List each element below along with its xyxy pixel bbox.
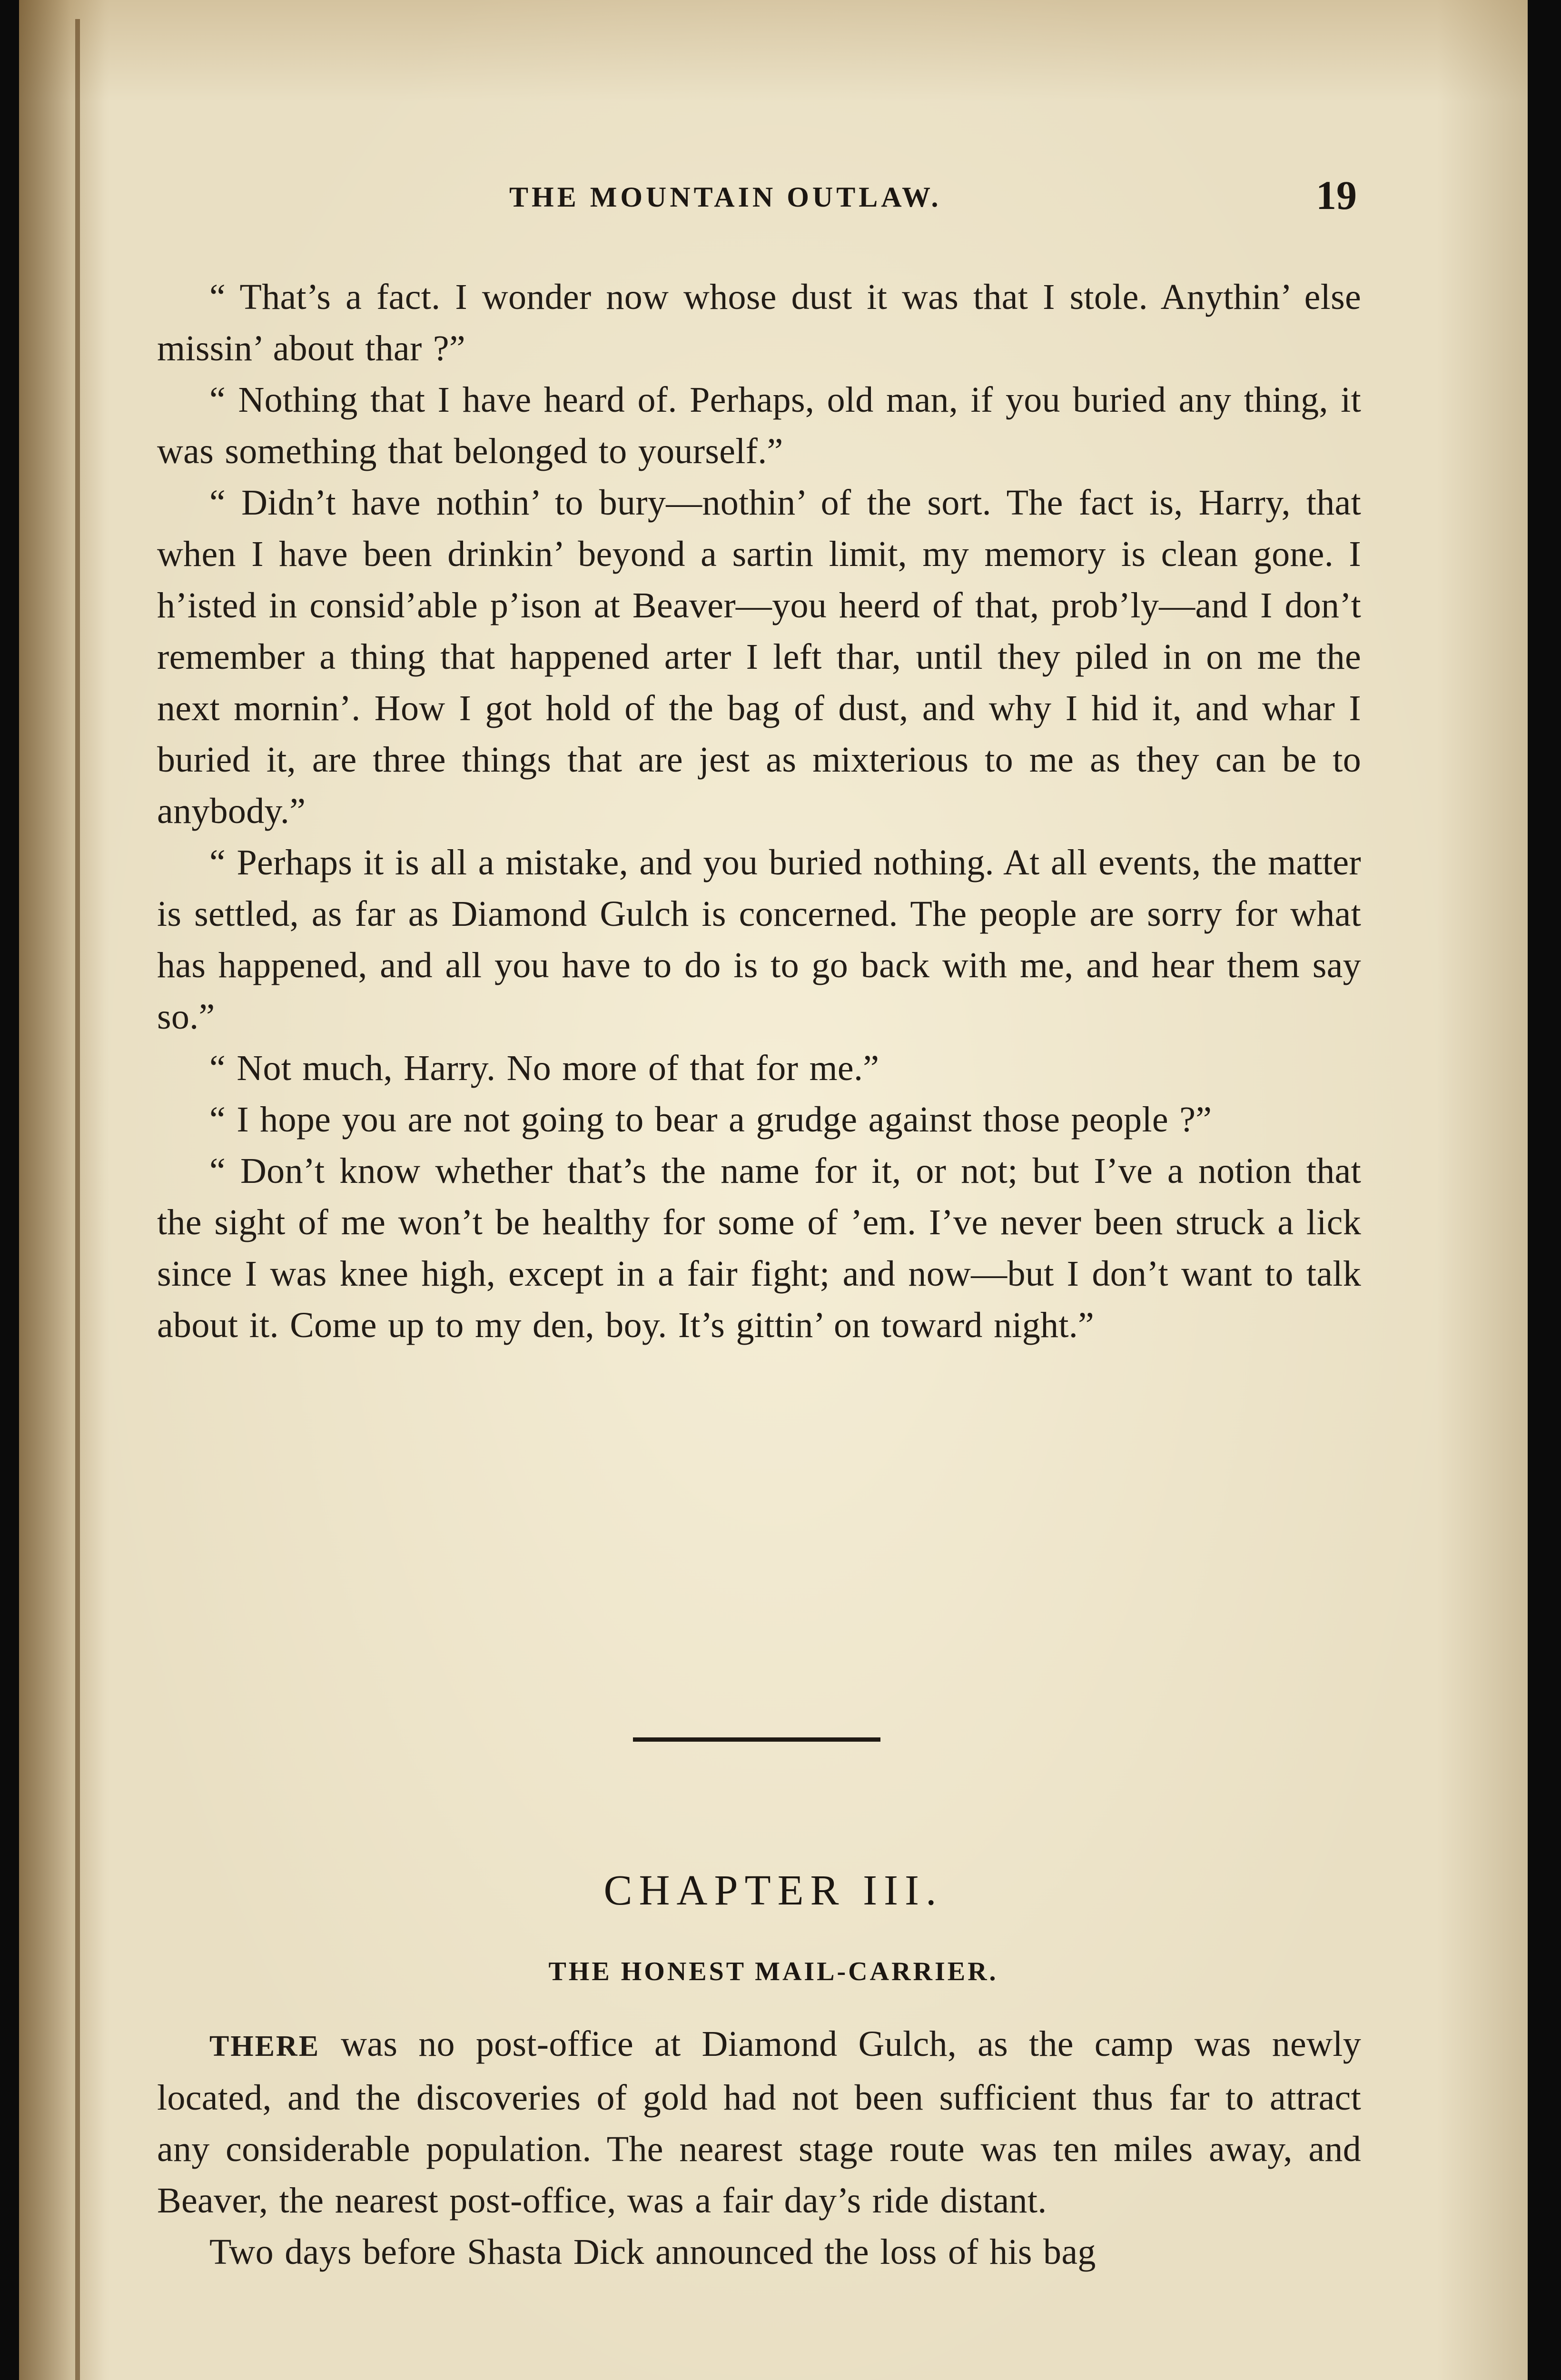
chapter-body-text bbox=[157, 2018, 1361, 2278]
page-number: 19 bbox=[1316, 172, 1357, 218]
chapter-paragraph-1-text: was no post-office at Diamond Gulch, as the camp was newly located, and the discoveries of gold had not been sufficient thus far to attract any considerable population. The nearest stage route was ten miles away, and Beaver, the nearest post-office, was a fair day’s ride distant. bbox=[157, 2024, 1361, 2221]
opening-word: THERE bbox=[209, 2030, 320, 2063]
chapter-subtitle: THE HONEST MAIL-CARRIER. bbox=[548, 1957, 998, 1986]
page-gutter-shadow bbox=[19, 0, 105, 2380]
chapter-paragraph-1 bbox=[157, 2018, 1361, 2226]
paragraph-7: “ Don’t know whether that’s the name for it, or not; but I’ve a notion that the sight of me won’t be healthy for some of ’em. I’ve never been struck a lick since I was knee high, except in a fair fight; and now—but I don’t want to talk about it. Come up to my den, boy. It’s gittin’ on toward night.” bbox=[157, 1151, 1361, 1345]
running-title: THE MOUNTAIN OUTLAW. bbox=[509, 181, 942, 213]
section-divider-rule bbox=[633, 1737, 880, 1742]
binding-edge bbox=[75, 19, 80, 2380]
paragraph-5: “ Not much, Harry. No more of that for me.” bbox=[209, 1048, 879, 1088]
chapter-paragraph-2: Two days before Shasta Dick announced the loss of his bag bbox=[209, 2232, 1096, 2272]
paragraph-2: “ Nothing that I have heard of. Perhaps, old man, if you buried any thing, it was something that belonged to yourself.” bbox=[157, 380, 1361, 471]
book-page bbox=[19, 0, 1528, 2380]
paragraph-6: “ I hope you are not going to bear a grudge against those people ?” bbox=[209, 1100, 1212, 1140]
paragraph-3: “ Didn’t have nothin’ to bury—nothin’ of the sort. The fact is, Harry, that when I have been drinkin’ beyond a sartin limit, my memory is clean gone. I h’isted in consid’able p’ison at Beaver—you heerd of that, prob’ly—and I don’t remember a thing that happened arter I left thar, until they piled in on me the next mornin’. How I got hold of the bag of dust, and why I hid it, and whar I buried it, are three things that are jest as mixterious to me as they can be to anybody.” bbox=[157, 483, 1361, 831]
paragraph-4: “ Perhaps it is all a mistake, and you buried nothing. At all events, the matter is settled, as far as Diamond Gulch is concerned. The people are sorry for what has happened, and all you have to do is to go back with me, and hear them say so.” bbox=[157, 843, 1361, 1037]
chapter-heading: CHAPTER III. bbox=[603, 1867, 943, 1914]
paragraph-1: “ That’s a fact. I wonder now whose dust it was that I stole. Anythin’ else missin’ about thar ?” bbox=[157, 277, 1361, 368]
body-text bbox=[157, 271, 1361, 1351]
